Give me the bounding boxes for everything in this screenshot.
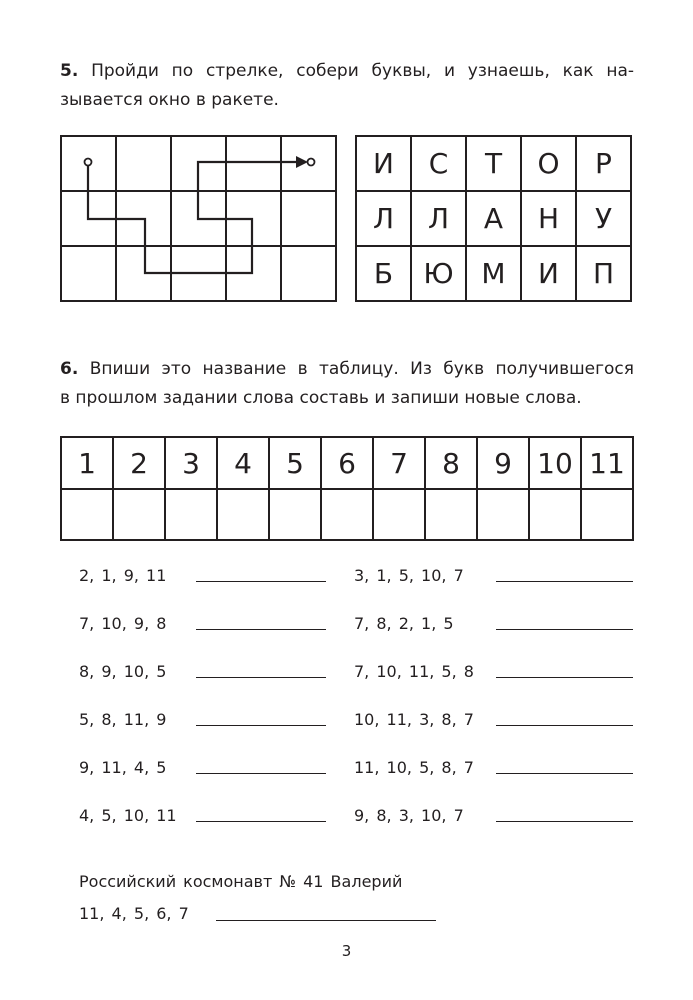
task5-line2: зывается окно в ракете. [60, 90, 279, 110]
number-sequence: 7, 10, 11, 5, 8 [354, 662, 474, 681]
answer-cell[interactable] [269, 489, 321, 540]
letter-cell: И [356, 136, 411, 191]
column-number: 5 [269, 437, 321, 489]
number-sequence: 9, 11, 4, 5 [79, 758, 167, 777]
answer-line[interactable] [496, 773, 633, 774]
answer-cell[interactable] [165, 489, 217, 540]
column-number: 1 [61, 437, 113, 489]
letter-cell: С [411, 136, 466, 191]
letter-cell: У [576, 191, 631, 246]
letter-cell: О [521, 136, 576, 191]
column-number: 7 [373, 437, 425, 489]
answer-cell[interactable] [581, 489, 633, 540]
column-number: 6 [321, 437, 373, 489]
cosmonaut-text: Российский космонавт № 41 Валерий [79, 872, 403, 891]
task6-line2: в прошлом задании слова составь и запиши новые слова. [60, 388, 582, 408]
number-sequence: 11, 10, 5, 8, 7 [354, 758, 474, 777]
task6-number: 6. [60, 359, 79, 379]
number-sequence: 10, 11, 3, 8, 7 [354, 710, 474, 729]
letter-cell: Ю [411, 246, 466, 301]
answer-table [60, 436, 634, 541]
number-sequence: 2, 1, 9, 11 [79, 566, 167, 585]
task6-line1: Впиши это название в таблицу. Из букв получившегося [89, 359, 635, 379]
column-number: 9 [477, 437, 529, 489]
answer-line[interactable] [496, 677, 633, 678]
letter-cell: И [521, 246, 576, 301]
number-sequence: 8, 9, 10, 5 [79, 662, 167, 681]
number-sequence: 3, 1, 5, 10, 7 [354, 566, 464, 585]
cosmonaut-sequence: 11, 4, 5, 6, 7 [79, 904, 189, 923]
column-number: 8 [425, 437, 477, 489]
column-number: 4 [217, 437, 269, 489]
answer-cell[interactable] [477, 489, 529, 540]
column-number: 3 [165, 437, 217, 489]
number-sequence: 7, 8, 2, 1, 5 [354, 614, 454, 633]
answer-line[interactable] [496, 821, 633, 822]
task5-line1: Пройди по стрелке, собери буквы, и узнаешь, как на- [91, 61, 635, 81]
number-sequence: 9, 8, 3, 10, 7 [354, 806, 464, 825]
answer-cell[interactable] [425, 489, 477, 540]
answer-line[interactable] [196, 773, 326, 774]
cosmonaut-answer-line[interactable] [216, 920, 436, 921]
letter-grid [355, 135, 632, 302]
letter-cell: Л [411, 191, 466, 246]
answer-line[interactable] [496, 629, 633, 630]
answer-cell[interactable] [529, 489, 581, 540]
page-number: 3 [341, 942, 352, 960]
number-sequence: 7, 10, 9, 8 [79, 614, 167, 633]
maze-arrow-path [60, 135, 340, 305]
letter-cell: Р [576, 136, 631, 191]
answer-line[interactable] [496, 725, 633, 726]
answer-cell[interactable] [61, 489, 113, 540]
answer-cell[interactable] [373, 489, 425, 540]
answer-line[interactable] [196, 581, 326, 582]
answer-line[interactable] [496, 581, 633, 582]
letter-cell: П [576, 246, 631, 301]
answer-line[interactable] [196, 629, 326, 630]
column-number: 2 [113, 437, 165, 489]
answer-line[interactable] [196, 821, 326, 822]
path-end-point [308, 159, 315, 166]
column-number: 11 [581, 437, 633, 489]
answer-line[interactable] [196, 725, 326, 726]
answer-cell[interactable] [321, 489, 373, 540]
answer-cell[interactable] [217, 489, 269, 540]
answer-line[interactable] [196, 677, 326, 678]
letter-cell: М [466, 246, 521, 301]
letter-cell: Л [356, 191, 411, 246]
column-number: 10 [529, 437, 581, 489]
path-start-point [85, 159, 92, 166]
letter-cell: Н [521, 191, 576, 246]
answer-cell[interactable] [113, 489, 165, 540]
task5-text [60, 57, 634, 115]
letter-cell: А [466, 191, 521, 246]
task6-text [60, 355, 634, 413]
task5-number: 5. [60, 61, 79, 81]
number-sequence: 4, 5, 10, 11 [79, 806, 177, 825]
number-sequence: 5, 8, 11, 9 [79, 710, 167, 729]
letter-cell: Б [356, 246, 411, 301]
letter-cell: Т [466, 136, 521, 191]
arrow-head-icon [296, 156, 308, 168]
